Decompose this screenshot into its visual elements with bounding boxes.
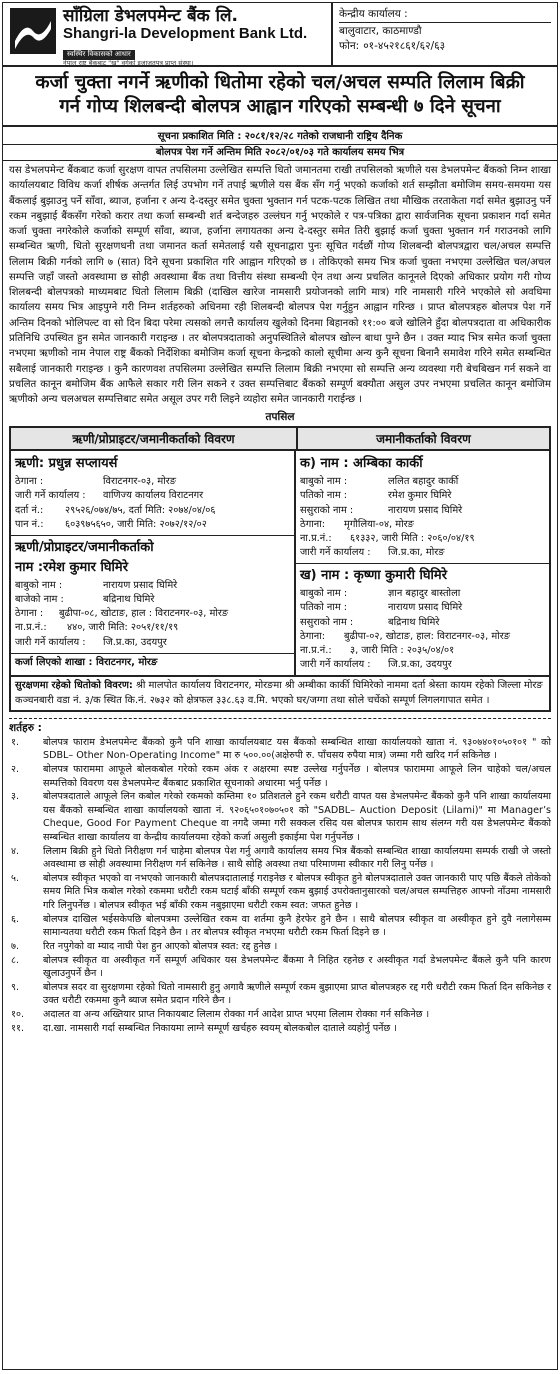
loan-branch: कर्जा लिएको शाखा : विराटनगर, मोरङ — [11, 653, 294, 671]
term-text: बोलपत्र फाराम डेभलपमेन्ट बैंकको कुनै पनि शाखा कार्यालयबाट यस बैंकको सम्बन्धित शाखा कार्यालयको खाता नं. ९३०७४०१०५०१०१ " को SDBL– Other Non-Operating Income" मा रु ५००.००(अक्षेरुपी रु. पाँचसय रुपैया मात्र) जम्मा गरी खरिद गर्न सकिनेछ । — [43, 736, 551, 762]
field-label: ठेगाना: — [300, 630, 326, 642]
proprietor-row — [15, 593, 290, 607]
field-value: रमेश कुमार घिमिरे — [388, 490, 452, 502]
publication-date: सूचना प्रकाशित मिति : २०८१/१२/२८ गतेको राजधानी राष्ट्रिय दैनिक — [157, 131, 403, 143]
field-value: विराटनगर-०३, मोरङ — [103, 476, 177, 488]
borrower-rows — [15, 475, 290, 532]
field-label: ठेगाना : — [15, 476, 44, 488]
field-value: बुढीपा-०८, खोटाङ, हाल : विराटनगर-०३, मोरङ — [59, 608, 229, 620]
notice-body: यस डेभलपमेन्ट बैंकबाट कर्जा सुरक्षण वापत तपसिलमा उल्लेखित सम्पत्ति धितो जमानतमा राखी तपसिलको ऋणीले यस डेभलपमेन्ट बैंकको निम्न शाखा कार्यालयबाट विविध कर्जा शीर्षक अन्तर्गत लिई उपभोग गर्ने तपाई ऋणीले यस बैंक सँग गर्नु भएको कर्जाको शर्त सम्झौता बमोजिम समय-समयमा यस बैंकलाई बुझाउनु पर्ने साँवा, ब्याज, हर्जाना र अन्य दे-दस्तुर समेत चुक्ता भुक्तान गर्न पटक-पटक लिखित तथा मौखिक तरताकेता गर्दा समेत बुझाउनु पर्ने रकम नबुझाई बैंकसँग गरेको करार तथा कर्जा सम्बन्धी शर्त बन्देजहरु उल्लंघन गर्नु भएकोले र पत्र-पत्रिका द्वारा सार्वजनिक सूचना प्रकाशन गर्दा समेत कर्जा चुक्ता नगरेकोले कर्जाको सम्पूर्ण साँवा, ब्याज, हर्जाना लगायतका अन्य दे-दस्तुर समेत तिरी बुझाई कर्जा चुक्ता भुक्तान गर्न गराउनको लागि सम्बन्धित ऋणी, धितो सुरक्षणधनी तथा जमानत कर्ता समेतलाई यसै सूचनाद्वारा पुनः सूचित गर्दछौं गोप्य शिलबन्दी बोलपत्रद्वारा चल/अचल सम्पत्ति लिलाम बिक्री गर्नको लागि ७ (सात) दिने सूचना प्रकाशित गरि आह्वान गरिएको छ । तोकिएको समय भित्र कर्जा चुक्ता नभएमा उल्लेखित चल/अचल सम्पत्ति जहाँ जस्तो अवस्थामा छ सोही अवस्थामा बैंक तथा वित्तीय संस्था सम्बन्धी ऐन तथा अन्य प्रचलित कानूनले दिएको अधिकार प्रयोग गरी गोप्य शिलबन्दी बोलपत्रको माध्यमबाट धितो लिलाम बिक्री (दाखिल खारेज नामसारी प्रयोजनको लागि मात्र) गरि नामसारी गरिने भएकोले सो अवधिमा कार्यालय समय भित्र आइपुग्ने गरी निम्न शर्तहरुको अधिनमा रही शिलबन्दी बोलपत्र पेश गर्नुहुन आह्वान गरिन्छ । प्राप्त बोलपत्रहरु बोलपत्र पेश गर्ने अन्तिम दिनको भोलिपल्ट वा सो दिन बिदा परेमा त्यसको लगत्तै कार्यालय खुलेको दिनमा बिहानको ११:०० बजे खोलिने हुँदा बोलपत्रदाता वा अधिकारीक प्रतिनिधि उपस्थित हुन समेत जानकारी गराइन्छ । तर बोलपत्रदाताको अनुपस्थितिले बोलपत्र खोल्न बाधा पुग्ने छैन । उक्त म्याद भित्र समेत कर्जा चुक्ता नभएमा ऋणीको नाम नेपाल राष्ट्र बैंकको निर्देशिका बमोजिम कर्जा सूचना केन्द्रको कालो सूचीमा अन्य कुनै सूचना बिनानै समावेश गरिने समेत सम्बन्धित सबैलाई जानकारी गराइन्छ । कुनै कारणवश तपसिलमा उल्लेखित सम्पत्ति लिलाम बिक्री नभएमा सो सम्पत्ति अन्य व्यवस्था गरी बेचबिखन गर्न सकने वा प्रचलित कानून बमोजिम बैंक आफैले सकार गरी लिन सकने र उक्त सम्पत्तिबाट बैंकको सम्पूर्ण बक्यौता असुल उपर नभएमा प्रचलित कानून बमोजिम ऋणीको अन्य चलअचल सम्पत्तिबाट समेत असूल उपर गरी लिइने व्यहोरा समेत जानकारी गराईन्छ । — [9, 165, 551, 406]
field-label: पतिको नाम : — [300, 490, 348, 502]
term-text: रित नपुगेको वा म्याद नाघी पेश हुन आएको बोलपत्र स्वत: रद्द हुनेछ । — [43, 940, 278, 952]
field-value: बद्रिनाथ घिमिरे — [103, 593, 155, 605]
field-label: ससुराको नाम : — [300, 616, 354, 628]
guarantor-row — [300, 658, 545, 672]
field-label: जारी गर्ने कार्यालय : — [300, 659, 371, 671]
borrower-row — [15, 504, 290, 518]
bank-logo-emblem — [9, 7, 57, 55]
guarantor-2-name: ख) नाम : कृष्णा कुमारी घिमिरे — [300, 568, 448, 584]
details-table-header — [11, 428, 549, 451]
term-item — [9, 845, 551, 872]
details-table — [9, 426, 551, 677]
field-value: मृगौलिया-०४, मोरङ — [344, 518, 414, 530]
guarantor-row — [300, 489, 545, 503]
term-number: ७. — [11, 940, 20, 952]
term-number: ६. — [11, 913, 20, 925]
proprietor-row — [15, 636, 290, 650]
field-value: नारायण प्रसाद घिमिरे — [388, 504, 463, 516]
term-number: ९. — [11, 981, 20, 993]
borrower-name: ऋणी: प्रधुन्न सप्लायर्स — [15, 456, 118, 472]
field-label: बाबुको नाम : — [300, 588, 348, 600]
term-item — [9, 790, 551, 844]
publication-info — [3, 127, 557, 163]
term-item — [9, 736, 551, 763]
office-address: बालुवाटार, काठमाण्डौ — [339, 22, 551, 39]
field-value: ज्ञान बहादुर बास्तोला — [388, 588, 461, 600]
field-value: नारायण प्रसाद घिमिरे — [388, 602, 463, 614]
term-text: बोलपत्र स्वीकृत भएको वा नभएको जानकारी बोलपत्रदातालाई गराइनेछ र बोलपत्र स्वीकृत हुने बोलपत्रदाताले उक्त जानकारी पाए पछि बैंकले तोकेको समय मिति भित्र कबोल गरेको रकममा धरौटी रकम घटाई बाँकी सम्पूर्ण रकम बुझाई उपरोक्तानुसारको चल/अचल सम्पत्तिहरु आफ्नो नाँउमा नामसारी गरि लिनुपर्नेछ । बोलपत्र स्वीकृत भई बाँकी रकम नबुझाएमा धरौटी रकम स्वत: जफत हुनेछ । — [43, 872, 551, 912]
field-label: जारी गर्ने कार्यालय : — [15, 490, 86, 502]
field-value: ३, जारी मिति : २०३५/०४/०१ — [350, 645, 455, 657]
bank-tagline: स्वस्थिर विकासको आधार — [63, 50, 135, 60]
field-label: ना.प्र.नं.: — [300, 645, 332, 657]
office-label: केन्द्रीय कार्यालय : — [339, 8, 408, 20]
field-value: २९५२६/०७४/७५, दर्ता मिति: २०७४/०४/०६ — [65, 504, 216, 516]
guarantor-row — [300, 587, 545, 601]
field-value: ४४०, जारी मिति: २०५१/११/१९ — [67, 622, 179, 634]
guarantor-row — [300, 475, 545, 489]
proprietor-row — [15, 607, 290, 621]
term-number: १०. — [11, 1008, 25, 1020]
field-label: दर्ता नं.: — [15, 504, 44, 516]
term-number: ३. — [11, 791, 20, 803]
term-item — [9, 872, 551, 913]
borrower-column — [11, 451, 296, 675]
term-text: बोलपत्र स्वीकृत वा अस्वीकृत गर्ने सम्पूर्ण अधिकार यस डेभलपमेन्ट बैंकमा नै निहित रहनेछ र अस्वीकृत गर्दा डेभलपमेन्ट बैंकले कुनै पनि कारण खुलाउनुपर्ने छैन । — [43, 954, 551, 980]
borrower-row — [15, 475, 290, 489]
field-label: बाबुको नाम : — [15, 579, 63, 591]
guarantor-row — [300, 601, 545, 615]
details-heading: तपसिल — [265, 411, 295, 424]
title-line-2: गर्न गोप्य शिलबन्दी बोलपत्र आह्वान गरिएको सम्बन्धी ७ दिने सूचना — [59, 96, 501, 118]
guarantor-row — [300, 504, 545, 518]
field-label: ना.प्र.नं.: — [15, 622, 47, 634]
term-text: बोलपत्रदाताले आफूले लिन कबोल गरेको रकमको कम्तिमा १० प्रतिशतले हुने रकम धरौटी वापत यस डेभलपमेन्ट बैंकको कुनै पनि शाखा कार्यालयमा यस बैंकको सम्बन्धित शाखा कार्यालयको खाता नं. ९२०६५०१०७०५०१ को "SADBL– Auction Deposit (Lilami)" मा Manager’s Cheque, Good For Payment Cheque वा नगदै जम्मा गरी सक्कल रसिद यस बोलपत्र फाराम साथ संलग्न गरी यस डेभलपमेन्ट बैंकको सम्बन्धित शाखा कार्यालय वा केन्द्रीय कार्यालयमा रहेको कर्जा असुली इकाईमा पेश गर्नुपर्नेछ । — [43, 791, 551, 844]
guarantor-2-block — [296, 563, 549, 672]
bank-name-nepali: साँग्रिला डेभलपमेन्ट बैंक लि. — [63, 6, 239, 26]
guarantor-row — [300, 616, 545, 630]
field-value: वाणिज्य कार्यालय विराटनगर — [103, 490, 204, 502]
field-value: जि.प्र.का, उदयपुर — [103, 636, 167, 648]
field-label: पान नं.: — [15, 518, 44, 530]
field-value: नारायण प्रसाद घिमिरे — [103, 579, 178, 591]
title-line-1: कर्जा चुक्ता नगर्ने ऋणीको धितोमा रहेको चल/अचल सम्पति लिलाम बिक्री — [35, 72, 525, 93]
collateral-text: श्री मालपोत कार्यालय विराटनगर, मोरङमा श्री अम्बीका कार्की घिमिरेको नाममा दर्ता श्रेस्ता कायम रहेको जिल्ला मोरङ कञ्चनबारी वडा नं. ३/क स्थित कि.नं. २७३२ को क्षेत्रफल ३३८.६३ व.मि. भएको घर/जग्गा तथा सोले चर्चेको सम्पूर्ण लिगलगापात समेत । — [15, 680, 543, 706]
collateral-details — [9, 677, 551, 711]
term-number: ५. — [11, 872, 20, 884]
term-number: ११. — [11, 1022, 25, 1034]
notice-page — [2, 2, 558, 1370]
field-label: पतिको नाम : — [300, 602, 348, 614]
field-label: बाजेको नाम : — [15, 593, 64, 605]
proprietor-row — [15, 621, 290, 635]
proprietor-block — [11, 535, 294, 670]
phone-value: ०१-४५२१८६१/६२/६३ — [363, 40, 446, 53]
term-text: बोलपत्र दाखिल भईसकेपछि बोलपत्रमा उल्लेखित रकम वा शर्तमा कुनै हेरफेर हुने छैन । साथै बोलपत्र स्वीकृत वा अस्वीकृत हुने दुवै नलागेसम्म सामान्यतया धरौटी रकम फिर्ता दिइने छैन । तर बोलपत्र स्वीकृत नभएमा धरौटी रकम फिर्ता दिइने छ । — [43, 913, 551, 939]
guarantor-row — [300, 546, 545, 560]
term-number: १. — [11, 736, 20, 748]
field-value: जि.प्र.का, उदयपुर — [388, 659, 452, 671]
bank-branding — [3, 3, 333, 65]
field-label: ससुराको नाम : — [300, 504, 354, 516]
bank-name-english: Shangri-la Development Bank Ltd. — [63, 24, 308, 42]
guarantor-row — [300, 644, 545, 658]
field-label: जारी गर्ने कार्यालय : — [15, 636, 86, 648]
header-left: ऋणी/प्रोप्राइटर/जमानीकर्ताको विवरण — [11, 428, 298, 449]
field-label: जारी गर्ने कार्यालय : — [300, 547, 371, 559]
notice-title — [3, 67, 557, 127]
term-item — [9, 954, 551, 981]
term-item — [9, 913, 551, 940]
field-value: बद्रिनाथ घिमिरे — [388, 616, 440, 628]
guarantor-row — [300, 630, 545, 644]
field-label: ठेगाना : — [15, 608, 44, 620]
term-text: अदालत वा अन्य अख्तियार प्राप्त निकायबाट लिलाम रोक्का गर्न आदेश प्राप्त भएमा लिलाम रोक्का गर्न सकिनेछ । — [43, 1008, 430, 1020]
guarantor-1-name: क) नाम : अम्बिका कार्की — [300, 456, 423, 472]
collateral-label: सुरक्षणमा रहेको धितोको विवरण: — [15, 680, 133, 692]
term-item — [9, 1008, 551, 1022]
field-label: बाबुको नाम : — [300, 476, 348, 488]
borrower-row — [15, 489, 290, 503]
office-info — [333, 3, 557, 65]
field-value: ६१३३२, जारी मिति : २०६०/०४/१९ — [350, 533, 475, 544]
phone-label: फोन: — [339, 40, 360, 53]
field-label: ठेगाना: — [300, 518, 326, 530]
term-item — [9, 981, 551, 1008]
guarantor-row — [300, 518, 545, 532]
term-item — [9, 940, 551, 954]
proprietor-heading: ऋणी/प्रोप्राइटर/जमानीकर्ताको — [15, 540, 154, 555]
term-number: ४. — [11, 845, 20, 857]
guarantor-column — [296, 451, 549, 675]
term-text: बोलपत्र फाराममा आफूले बोलकबोल गरेको रकम अंक र अक्षरमा स्पष्ट उल्लेख गर्नुपर्नेछ । बोलपत्र फाराममा आफूले लिन चाहेको चल/अचल सम्पत्तिको विवरण यस डेभलपमेन्ट बैंकबाट प्रकाशित सूचनाको अधारमा भर्नु पर्नेछ । — [43, 764, 551, 789]
borrower-row — [15, 518, 290, 532]
term-text: दा.खा. नामसारी गर्दा सम्बन्धित निकायमा लाग्ने सम्पूर्ण खर्चहरु स्वयम् बोलकबोल दाताले व्यहोर्नु पर्नेछ । — [43, 1022, 397, 1034]
term-number: २. — [11, 764, 20, 775]
header-right: जमानीकर्ताको विवरण — [376, 432, 471, 447]
proprietor-row — [15, 579, 290, 593]
term-number: ८. — [11, 954, 20, 966]
guarantor-row — [300, 532, 545, 546]
term-text: बोलपत्र सदर वा सुरक्षणमा रहेको धितो नामसारी हुनु अगावै ऋणीले सम्पूर्ण रकम बुझाएमा प्राप्त बोलपत्रहरु रद्द गरी धरौटी रकम फिर्ता दिन सकिनेछ र उक्त धरौटी रकममा कुनै ब्याज समेत प्रदान गरिने छैन । — [43, 981, 551, 1007]
bid-deadline: बोलपत्र पेश गर्ने अन्तिम मिति २०८२/०१/०३ गते कार्यालय समय भित्र — [3, 144, 557, 161]
field-value: ललित बहादुर कार्की — [388, 476, 459, 488]
license-note: नेपाल राष्ट्र बैंकबाट "ख" वर्गको इजाजतपत्र प्राप्त संस्था। — [63, 58, 194, 67]
proprietor-name: नाम :रमेश कुमार घिमिरे — [15, 559, 129, 575]
terms-section — [9, 718, 551, 1035]
header — [3, 3, 557, 67]
field-label: ना.प्र.नं.: — [300, 533, 332, 544]
field-value: ६०३९७५६५०, जारी मिति: २०७२/१२/०२ — [65, 518, 207, 530]
terms-heading: शर्तहरु : — [9, 721, 42, 734]
term-item — [9, 763, 551, 790]
term-item — [9, 1022, 551, 1036]
field-value: जि.प्र.का, मोरङ — [388, 547, 445, 559]
field-value: बुढीपा-०२, खोटाङ, हाल: विराटनगर-०३, मोरङ — [344, 630, 511, 642]
term-text: लिलाम बिक्री हुने धितो निरीक्षण गर्न चाहेमा बोलपत्र पेश गर्नु अगावै कार्यालय समय भित्र बैंकको सम्बन्धित शाखा कार्यालयमा सम्पर्क राखी जे जस्तो अवस्थामा छ सोही अवस्थामा निरीक्षण गर्न सकिनेछ । साथै सोहि अवस्था तथा परिमाणमा स्वीकार गरी लिनु पर्नेछ । — [43, 845, 551, 871]
